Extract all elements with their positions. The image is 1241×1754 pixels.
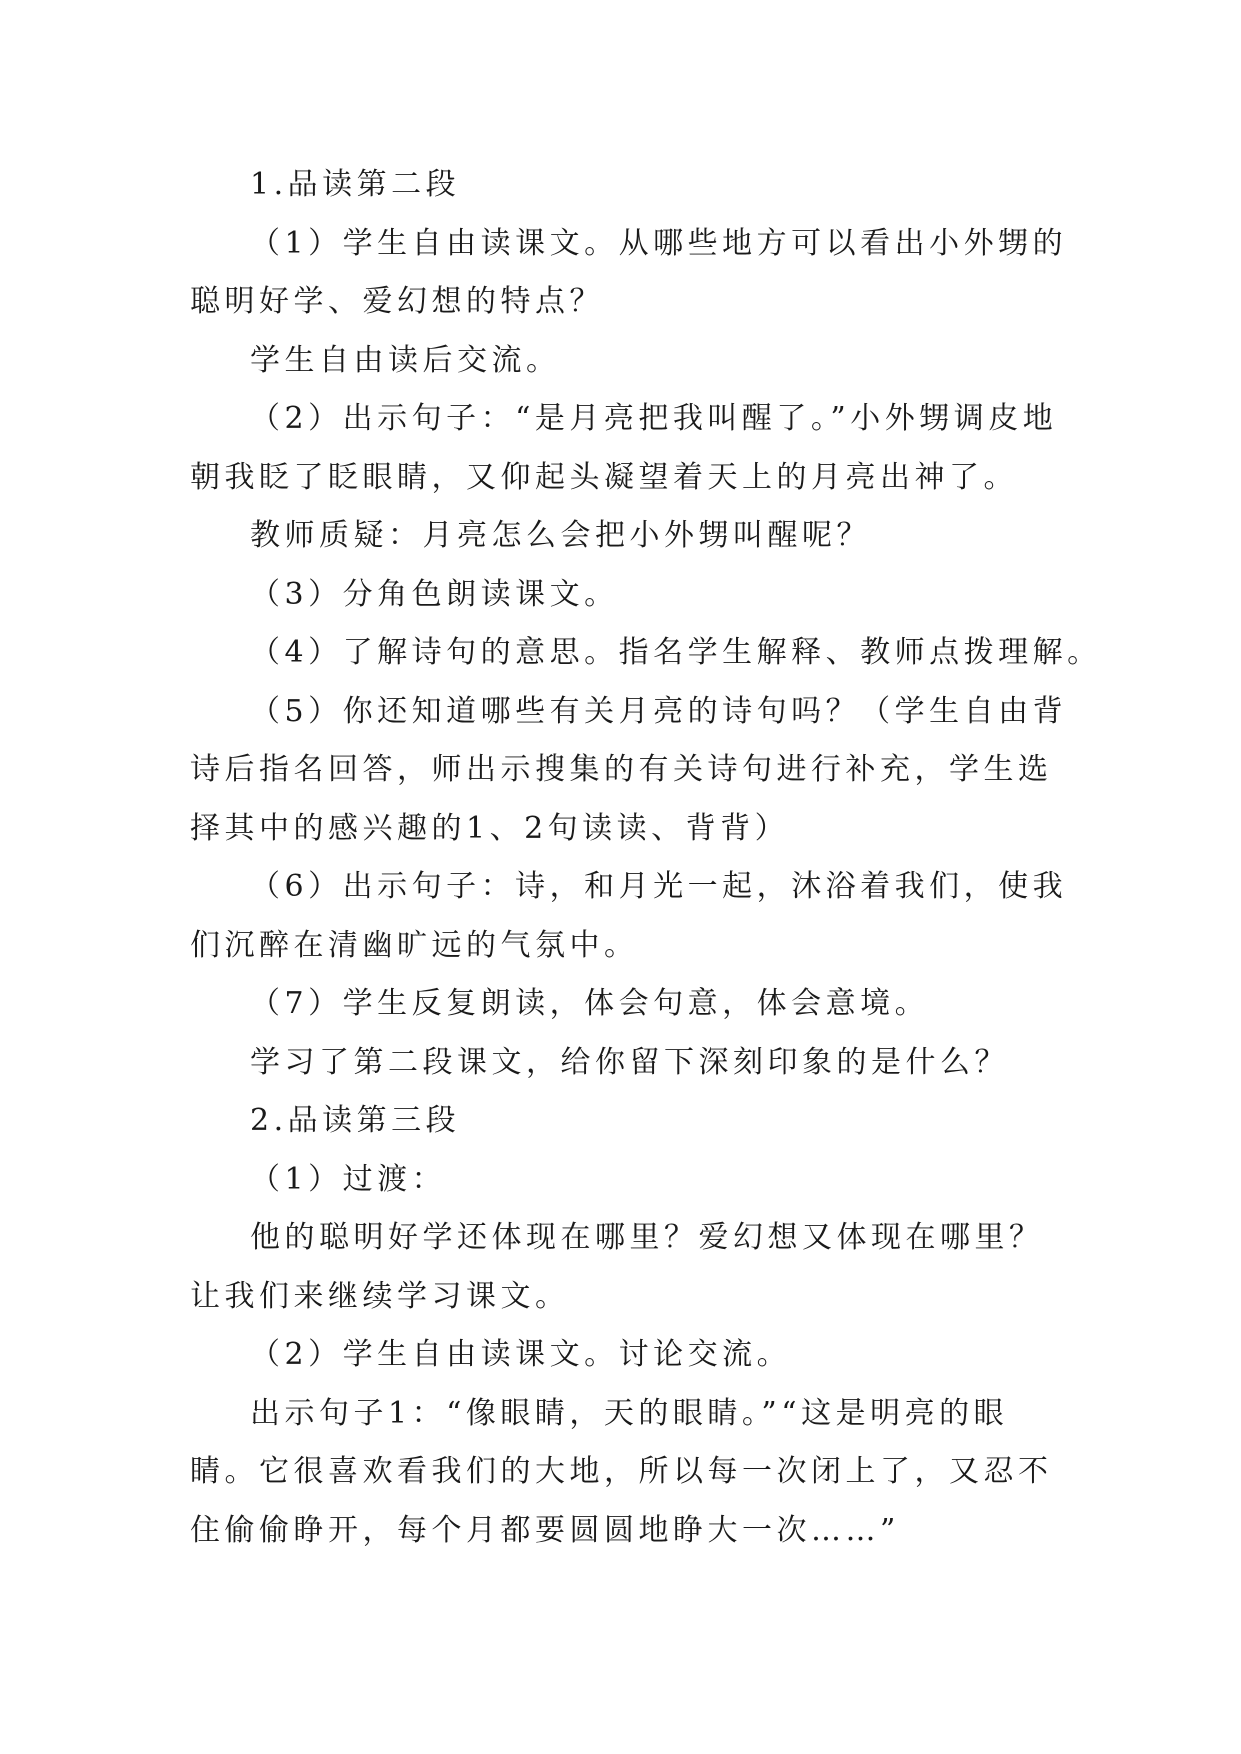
document-body xyxy=(190,156,1102,1560)
paragraph-item-1: （1）学生自由读课文。从哪些地方可以看出小外甥的聪明好学、爱幻想的特点？ xyxy=(190,225,1068,319)
paragraph-item-2: （2）出示句子：“是月亮把我叫醒了。”小外甥调皮地朝我眨了眨眼睛，又仰起头凝望着天上的月亮出神了。 xyxy=(190,401,1058,495)
paragraph-sentence-1: 出示句子1：“像眼睛，天的眼睛。”“这是明亮的眼睛。它很喜欢看我们的大地，所以每一次闭上了，又忍不住偷偷睁开，每个月都要圆圆地睁大一次……” xyxy=(190,1395,1053,1548)
paragraph-transition: （1）过渡： xyxy=(250,1161,447,1197)
paragraph-item-3: （3）分角色朗读课文。 xyxy=(250,576,619,612)
paragraph-discussion: （2）学生自由读课文。讨论交流。 xyxy=(250,1337,792,1372)
paragraph-student-exchange: 学生自由读后交流。 xyxy=(250,342,561,378)
heading-section-2: 1.品读第二段 xyxy=(250,167,461,202)
paragraph-item-4: （4）了解诗句的意思。指名学生解释、教师点拨理解。 xyxy=(250,635,1102,670)
paragraph-teacher-question: 教师质疑：月亮怎么会把小外甥叫醒呢？ xyxy=(250,518,871,553)
paragraph-transition-text: 他的聪明好学还体现在哪里？爱幻想又体现在哪里？让我们来继续学习课文。 xyxy=(190,1220,1044,1314)
heading-section-3: 2.品读第三段 xyxy=(250,1103,461,1138)
paragraph-item-6: （6）出示句子：诗，和月光一起，沐浴着我们，使我们沉醉在清幽旷远的气氛中。 xyxy=(190,869,1068,963)
paragraph-item-7: （7）学生反复朗读，体会句意，体会意境。 xyxy=(250,986,930,1021)
paragraph-item-5: （5）你还知道哪些有关月亮的诗句吗？（学生自由背诗后指名回答，师出示搜集的有关诗句进行补充，学生选择其中的感兴趣的1、2句读读、背背） xyxy=(190,693,1068,846)
paragraph-impression-question: 学习了第二段课文，给你留下深刻印象的是什么？ xyxy=(250,1044,1009,1080)
